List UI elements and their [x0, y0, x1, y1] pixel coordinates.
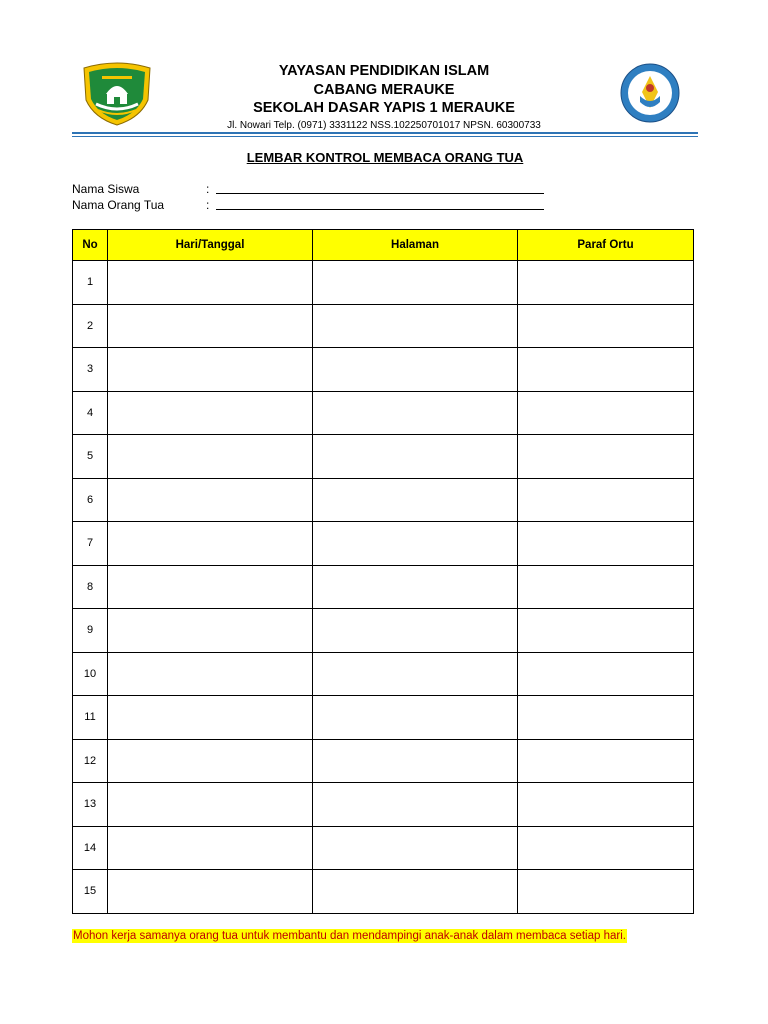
date-cell[interactable]: [108, 739, 313, 783]
date-cell[interactable]: [108, 696, 313, 740]
date-cell[interactable]: [108, 435, 313, 479]
row-number: 11: [73, 696, 108, 740]
signature-cell[interactable]: [518, 391, 694, 435]
signature-cell[interactable]: [518, 826, 694, 870]
row-number: 1: [73, 261, 108, 305]
row-number: 4: [73, 391, 108, 435]
row-number: 6: [73, 478, 108, 522]
signature-cell[interactable]: [518, 565, 694, 609]
column-header-date: Hari/Tanggal: [108, 230, 313, 261]
table-row: [73, 739, 694, 783]
page-cell[interactable]: [313, 391, 518, 435]
table-row: [73, 565, 694, 609]
table-row: [73, 870, 694, 914]
row-number: 9: [73, 609, 108, 653]
header-divider-thin: [72, 136, 698, 137]
date-cell[interactable]: [108, 348, 313, 392]
page-cell[interactable]: [313, 739, 518, 783]
table-row: [73, 609, 694, 653]
table-row: [73, 391, 694, 435]
date-cell[interactable]: [108, 304, 313, 348]
table-row: [73, 261, 694, 305]
branch-name: CABANG MERAUKE: [313, 82, 455, 98]
page-cell[interactable]: [313, 522, 518, 566]
column-header-page: Halaman: [313, 230, 518, 261]
date-cell[interactable]: [108, 609, 313, 653]
date-cell[interactable]: [108, 261, 313, 305]
page-cell[interactable]: [313, 783, 518, 827]
signature-cell[interactable]: [518, 739, 694, 783]
parent-instruction-note: Mohon kerja samanya orang tua untuk membantu dan mendampingi anak-anak dalam membaca setiap hari.: [73, 930, 626, 942]
column-header-no: No: [73, 230, 108, 261]
date-cell[interactable]: [108, 870, 313, 914]
table-row: [73, 826, 694, 870]
table-body: [73, 261, 694, 914]
signature-cell[interactable]: [518, 609, 694, 653]
page-cell[interactable]: [313, 478, 518, 522]
page-cell[interactable]: [313, 565, 518, 609]
reading-log-table: [72, 229, 694, 914]
row-number: 10: [73, 652, 108, 696]
row-number: 7: [73, 522, 108, 566]
page-cell[interactable]: [313, 826, 518, 870]
row-number: 15: [73, 870, 108, 914]
page-cell[interactable]: [313, 435, 518, 479]
parent-name-label: Nama Orang Tua: [72, 198, 165, 212]
column-header-parent-signature: Paraf Ortu: [518, 230, 694, 261]
row-number: 2: [73, 304, 108, 348]
row-number: 5: [73, 435, 108, 479]
page-cell[interactable]: [313, 870, 518, 914]
row-number: 14: [73, 826, 108, 870]
row-number: 12: [73, 739, 108, 783]
student-name-field[interactable]: [72, 181, 552, 197]
date-cell[interactable]: [108, 478, 313, 522]
table-header-row: [73, 230, 694, 261]
field-colon: :: [206, 182, 210, 196]
page-cell[interactable]: [313, 348, 518, 392]
row-number: 3: [73, 348, 108, 392]
page-cell[interactable]: [313, 261, 518, 305]
table-row: [73, 522, 694, 566]
signature-cell[interactable]: [518, 870, 694, 914]
table-row: [73, 435, 694, 479]
signature-cell[interactable]: [518, 435, 694, 479]
school-name: SEKOLAH DASAR YAPIS 1 MERAUKE: [253, 100, 515, 116]
date-cell[interactable]: [108, 391, 313, 435]
student-name-label: Nama Siswa: [72, 182, 140, 196]
signature-cell[interactable]: [518, 304, 694, 348]
page-title: LEMBAR KONTROL MEMBACA ORANG TUA: [246, 150, 524, 165]
row-number: 8: [73, 565, 108, 609]
signature-cell[interactable]: [518, 478, 694, 522]
table-row: [73, 783, 694, 827]
signature-cell[interactable]: [518, 783, 694, 827]
date-cell[interactable]: [108, 783, 313, 827]
parent-name-line[interactable]: [216, 209, 544, 210]
signature-cell[interactable]: [518, 696, 694, 740]
table-row: [73, 652, 694, 696]
date-cell[interactable]: [108, 826, 313, 870]
school-address: Jl. Nowari Telp. (0971) 3331122 NSS.102250701017 NPSN. 60300733: [227, 120, 541, 131]
field-colon: :: [206, 198, 210, 212]
signature-cell[interactable]: [518, 261, 694, 305]
signature-cell[interactable]: [518, 522, 694, 566]
table-row: [73, 696, 694, 740]
page-cell[interactable]: [313, 609, 518, 653]
page-cell[interactable]: [313, 696, 518, 740]
parent-name-field[interactable]: [72, 197, 552, 213]
table-row: [73, 478, 694, 522]
date-cell[interactable]: [108, 522, 313, 566]
date-cell[interactable]: [108, 565, 313, 609]
foundation-name: YAYASAN PENDIDIKAN ISLAM: [278, 63, 490, 79]
page-cell[interactable]: [313, 304, 518, 348]
student-name-line[interactable]: [216, 193, 544, 194]
header-divider: [72, 132, 698, 134]
yapis-logo-icon: [80, 60, 154, 126]
row-number: 13: [73, 783, 108, 827]
page-cell[interactable]: [313, 652, 518, 696]
signature-cell[interactable]: [518, 348, 694, 392]
table-row: [73, 304, 694, 348]
signature-cell[interactable]: [518, 652, 694, 696]
table-row: [73, 348, 694, 392]
tut-wuri-handayani-icon: [614, 62, 686, 124]
date-cell[interactable]: [108, 652, 313, 696]
